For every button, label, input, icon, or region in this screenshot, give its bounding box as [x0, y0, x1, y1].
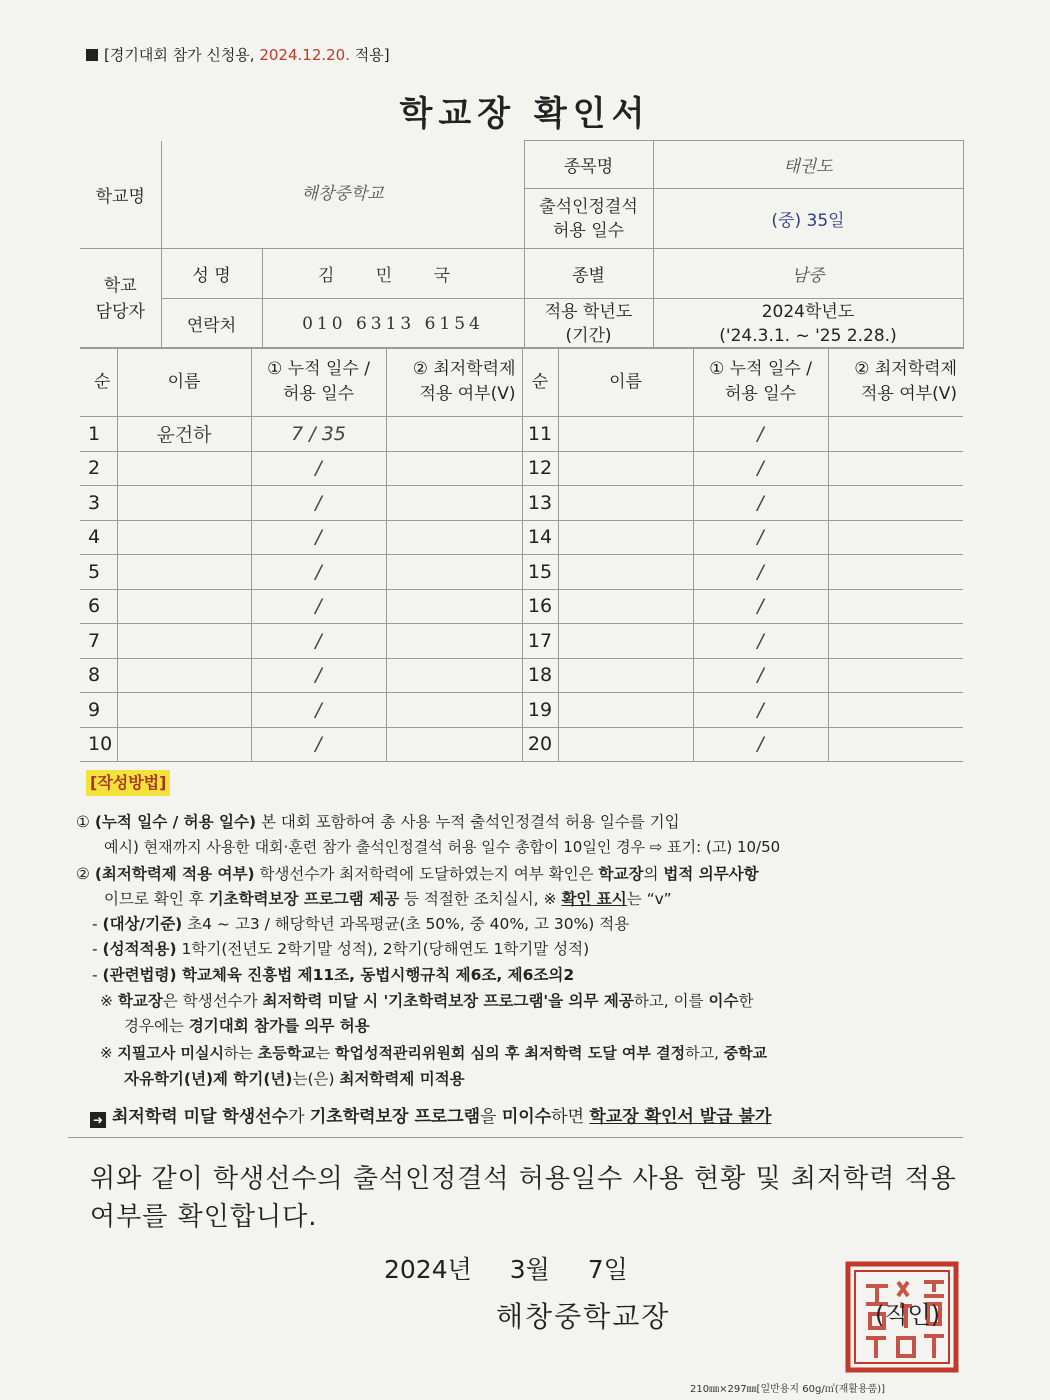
instruction-line: ※ 지필고사 미실시하는 초등학교는 학업성적관리위원회 심의 후 최저학력 도달 여부 결정하고, 중학교	[100, 1044, 768, 1062]
student-name-cell	[558, 451, 693, 486]
roster-header	[80, 348, 963, 417]
min-achievement-cell	[386, 451, 522, 486]
student-name-cell	[558, 693, 693, 728]
name-label: 성 명	[161, 249, 262, 299]
event-label: 종목명	[524, 141, 653, 189]
table-row	[80, 658, 963, 693]
days-cell: /	[251, 520, 386, 555]
instruction-line: ① (누적 일수 / 허용 일수) 본 대회 포함하여 총 사용 누적 출석인정결석 허용 일수를 기입	[76, 813, 680, 831]
days-cell: /	[251, 624, 386, 659]
header-num: 순	[80, 348, 117, 417]
student-name-cell	[558, 520, 693, 555]
stamp-label: (직인)	[875, 1301, 941, 1329]
row-number: 13	[522, 486, 558, 521]
row-number: 7	[80, 624, 117, 659]
divider	[68, 1137, 963, 1138]
days-cell: /	[251, 486, 386, 521]
table-row	[80, 486, 963, 521]
days-cell: /	[251, 555, 386, 590]
table-row	[80, 624, 963, 659]
min-achievement-cell	[386, 486, 522, 521]
days-cell: /	[251, 451, 386, 486]
row-number: 16	[522, 589, 558, 624]
table-row	[80, 555, 963, 590]
contact-value: 010 6313 6154	[262, 299, 524, 349]
header-min: ② 최저학력제 적용 여부(V)	[386, 348, 522, 417]
attendance-label: 출석인정결석 허용 일수	[524, 189, 653, 249]
min-achievement-cell	[386, 555, 522, 590]
days-cell: /	[693, 624, 828, 659]
row-number: 8	[80, 658, 117, 693]
min-achievement-cell	[386, 417, 522, 452]
event-value: 태권도	[653, 141, 963, 189]
days-cell: /	[693, 417, 828, 452]
header-days: ① 누적 일수 / 허용 일수	[693, 348, 828, 417]
row-number: 1	[80, 417, 117, 452]
category-value: 남중	[653, 249, 963, 299]
row-number: 17	[522, 624, 558, 659]
header-name: 이름	[558, 348, 693, 417]
student-name-cell	[117, 589, 251, 624]
row-number: 9	[80, 693, 117, 728]
student-name-cell	[558, 555, 693, 590]
square-bullet-icon	[86, 49, 98, 61]
student-name-cell	[117, 555, 251, 590]
instructions-title: [작성방법]	[86, 770, 170, 796]
instruction-line: 예시) 현재까지 사용한 대회·훈련 참가 출석인정결석 허용 일수 총합이 10일인 경우 ⇨ 표기: (고) 10/50	[104, 838, 781, 856]
days-cell: /	[693, 555, 828, 590]
school-label: 학교명	[80, 141, 161, 249]
header-name: 이름	[117, 348, 251, 417]
contact-label: 연락처	[161, 299, 262, 349]
apply-date: 2024.12.20.	[259, 46, 350, 64]
instruction-line: - (성적적용) 1학기(전년도 2학기말 성적), 2학기(당해연도 1학기말 성적)	[92, 940, 590, 958]
min-achievement-cell	[828, 451, 963, 486]
instruction-line: 이므로 확인 후 기초학력보장 프로그램 제공 등 적절한 조치실시, ※ 확인 표시는 “v”	[104, 890, 672, 908]
category-label: 종별	[524, 249, 653, 299]
min-achievement-cell	[828, 727, 963, 762]
min-achievement-cell	[386, 693, 522, 728]
header-days: ① 누적 일수 / 허용 일수	[251, 348, 386, 417]
row-number: 6	[80, 589, 117, 624]
student-name-cell	[558, 417, 693, 452]
arrow-box-icon: ➜	[90, 1112, 106, 1128]
student-name-cell	[117, 693, 251, 728]
paper-spec: 210㎜×297㎜[일반용지 60g/㎡(재활용품)]	[690, 1384, 886, 1395]
row-number: 19	[522, 693, 558, 728]
row-number: 15	[522, 555, 558, 590]
student-name-cell	[117, 727, 251, 762]
header-num: 순	[522, 348, 558, 417]
days-cell: /	[693, 451, 828, 486]
table-row	[80, 451, 963, 486]
row-number: 4	[80, 520, 117, 555]
row-number: 14	[522, 520, 558, 555]
row-number: 5	[80, 555, 117, 590]
min-achievement-cell	[828, 624, 963, 659]
staff-label: 학교 담당자	[80, 249, 161, 349]
header-note: [경기대회 참가 신청용, 2024.12.20. 적용]	[86, 44, 390, 65]
confirm-statement: 위와 같이 학생선수의 출석인정결석 허용일수 사용 현황 및 최저학력 적용 여부를 확인합니다.	[90, 1164, 957, 1232]
instruction-line: ※ 학교장은 학생선수가 최저학력 미달 시 '기초학력보장 프로그램'을 의무 제공하고, 이를 이수한	[100, 992, 754, 1010]
row-number: 18	[522, 658, 558, 693]
instruction-line: ② (최저학력제 적용 여부) 학생선수가 최저학력에 도달하였는지 여부 확인은 학교장의 법적 의무사항	[76, 865, 759, 883]
instructions	[80, 770, 960, 796]
table-row	[80, 727, 963, 762]
document-title: 학교장 확인서	[399, 94, 651, 134]
instruction-line: - (대상/기준) 초4 ~ 고3 / 해당학년 과목평균(초 50%, 중 40%, 고 30%) 적용	[92, 915, 630, 933]
table-row	[80, 520, 963, 555]
instruction-line: - (관련법령) 학교체육 진흥법 제11조, 동법시행규칙 제6조, 제6조의2	[92, 966, 575, 984]
min-achievement-cell	[386, 727, 522, 762]
min-achievement-cell	[828, 520, 963, 555]
school-value: 해창중학교	[161, 141, 524, 249]
min-achievement-cell	[828, 555, 963, 590]
min-achievement-cell	[386, 589, 522, 624]
header-min: ② 최저학력제 적용 여부(V)	[828, 348, 963, 417]
row-number: 20	[522, 727, 558, 762]
row-number: 11	[522, 417, 558, 452]
student-name-cell	[117, 486, 251, 521]
table-row	[80, 693, 963, 728]
student-name-cell	[558, 658, 693, 693]
principal-name: 해창중학교장	[496, 1300, 671, 1333]
student-name-cell	[558, 486, 693, 521]
student-name-cell	[117, 451, 251, 486]
row-number: 12	[522, 451, 558, 486]
issue-date: 2024년 3월 7일	[384, 1255, 628, 1284]
row-number: 3	[80, 486, 117, 521]
min-achievement-cell	[828, 589, 963, 624]
student-name-cell	[117, 520, 251, 555]
roster-table	[80, 347, 963, 762]
min-achievement-cell	[386, 658, 522, 693]
instruction-line: 경우에는 경기대회 참가를 의무 허용	[124, 1017, 370, 1035]
days-cell: /	[251, 727, 386, 762]
days-cell: /	[251, 658, 386, 693]
row-number: 2	[80, 451, 117, 486]
days-cell: /	[693, 658, 828, 693]
year-value: 2024학년도 ('24.3.1. ~ '25 2.28.)	[653, 299, 963, 349]
min-achievement-cell	[386, 520, 522, 555]
student-name-cell	[117, 658, 251, 693]
final-notice: ➜ 최저학력 미달 학생선수가 기초학력보장 프로그램을 미이수하면 학교장 확인서 발급 불가	[90, 1102, 771, 1128]
min-achievement-cell	[828, 486, 963, 521]
min-achievement-cell	[828, 693, 963, 728]
days-cell: 7 / 35	[251, 417, 386, 452]
min-achievement-cell	[386, 624, 522, 659]
days-cell: /	[693, 727, 828, 762]
student-name-cell	[558, 589, 693, 624]
attendance-value: (중) 35일	[653, 189, 963, 249]
min-achievement-cell	[828, 658, 963, 693]
days-cell: /	[693, 693, 828, 728]
row-number: 10	[80, 727, 117, 762]
student-name-cell	[558, 624, 693, 659]
staff-name-value: 김 민 국	[262, 249, 524, 299]
min-achievement-cell	[828, 417, 963, 452]
table-row	[80, 417, 963, 452]
days-cell: /	[693, 589, 828, 624]
days-cell: /	[251, 693, 386, 728]
table-row	[80, 589, 963, 624]
student-name-cell	[117, 624, 251, 659]
year-label: 적용 학년도 (기간)	[524, 299, 653, 349]
days-cell: /	[251, 589, 386, 624]
student-name-cell	[558, 727, 693, 762]
info-table	[80, 140, 964, 349]
instruction-line: 자유학기(년)제 학기(년)는(은) 최저학력제 미적용	[124, 1070, 465, 1088]
days-cell: /	[693, 520, 828, 555]
days-cell: /	[693, 486, 828, 521]
student-name-cell: 윤건하	[117, 417, 251, 452]
